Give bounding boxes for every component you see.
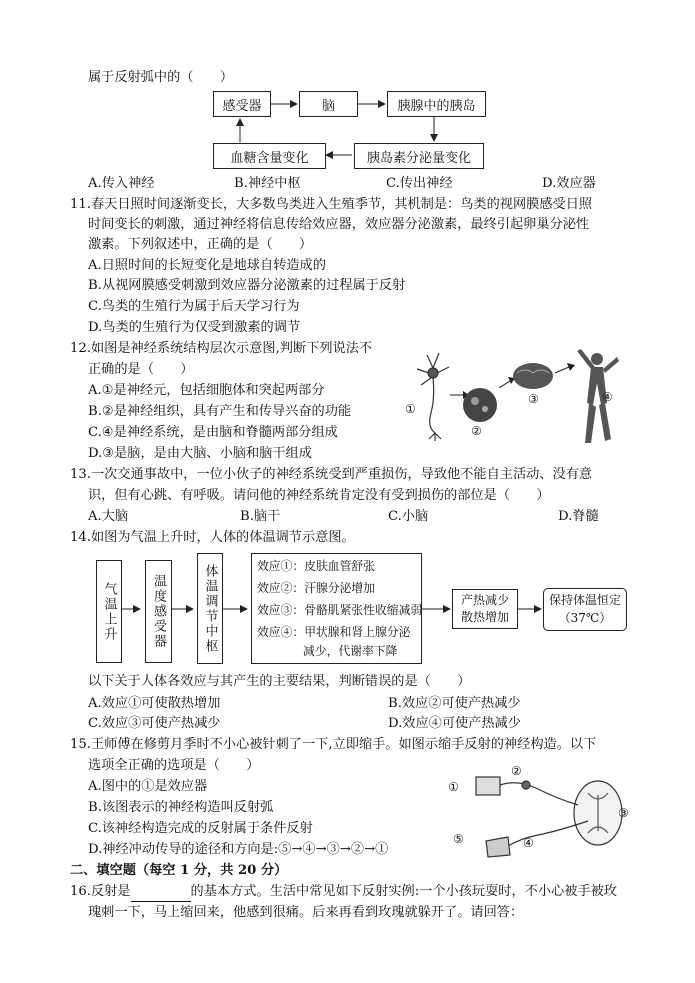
q14-option-b: B.效应②可使产热减少 [388, 696, 521, 711]
q11-option-b: B.从视网膜感受刺激到效应器分泌激素的过程属于反射 [88, 278, 406, 293]
q12-fig-label-3: ③ [528, 392, 539, 406]
q14-box-temp-rise: 气温上升 [96, 560, 122, 663]
q15-line-2: 选项全正确的选项是（ ） [88, 758, 260, 773]
q12-option-b: B.②是神经组织，具有产生和传导兴奋的功能 [88, 404, 352, 419]
q10-box-blood-sugar: 血糖含量变化 [213, 143, 326, 169]
q14-result-box [452, 589, 518, 629]
motor-nerve-icon [503, 821, 588, 849]
effector-icon [486, 837, 510, 857]
q14-effect-3: 效应③：骨骼肌紧张性收缩减弱 [257, 603, 423, 617]
q12-option-a: A.①是神经元，包括细胞体和突起两部分 [88, 383, 325, 398]
q12-fig-label-2: ② [471, 424, 482, 438]
q15-option-b: B.该图表示的神经构造叫反射弧 [88, 800, 274, 815]
q14-stem: 14.如图为气温上升时，人体的体温调节示意图。 [70, 530, 355, 545]
q11-line-1: 11.春天日照时间逐渐变长，大多数鸟类进入生殖季节，其机制是：鸟类的视网膜感受日照 [70, 197, 593, 212]
q14-question: 以下关于人体各效应与其产生的主要结果，判断错误的是（ ） [88, 674, 471, 689]
q14-option-d: D.效应④可使产热减少 [388, 716, 521, 731]
q12-fig-label-4: ④ [602, 390, 613, 404]
q13-option-c: C.小脑 [388, 509, 429, 524]
q12-line-1: 12.如图是神经系统结构层次示意图,判断下列说法不 [70, 341, 373, 356]
tissue-icon [463, 388, 497, 422]
q15-fig-label-4: ④ [523, 836, 534, 850]
q16-line-2: 瑰刺一下，马上缩回来，他感到很痛。后来再看到玫瑰就躲开了。请回答： [88, 905, 524, 920]
q14-final-box [543, 588, 627, 631]
q15-option-c: C.该神经构造完成的反射属于条件反射 [88, 821, 313, 836]
q16-post: 的基本方式。生活中常见如下反射实例:一个小孩玩耍时，不小心被手被玫 [190, 884, 617, 899]
q14-effect-1: 效应①：皮肤血管舒张 [257, 559, 375, 573]
q12-option-c: C.④是神经系统，是由脑和脊髓两部分组成 [88, 425, 338, 440]
q11-option-a: A.日照时间的长短变化是地球自转造成的 [88, 258, 326, 273]
q14-result-line-2: 散热增加 [460, 610, 509, 624]
q15-option-d: D.神经冲动传导的途径和方向是:⑤→④→③→②→① [88, 842, 389, 857]
q11-option-c: C.鸟类的生殖行为属于后天学习行为 [88, 299, 300, 314]
q16-pre: 16.反射是 [70, 884, 131, 899]
q13-line-2: 识，但有心跳、有呼吸。请问他的神经系统肯定没有受到损伤的部位是（ ） [88, 488, 550, 503]
q10-stem: 属于反射弧中的（ ） [88, 70, 234, 85]
q14-box-sensor: 温度感受器 [145, 560, 172, 663]
q16-answer-blank[interactable] [131, 887, 191, 902]
q14-effects-box [251, 553, 422, 664]
q14-option-c: C.效应③可使产热减少 [88, 716, 221, 731]
q13-option-a: A.大脑 [88, 509, 129, 524]
receptor-icon [476, 777, 500, 795]
section-fill-in-title: 二、填空题（每空 1 分，共 20 分） [70, 863, 288, 878]
nervous-system-levels-figure [405, 343, 640, 458]
q14-effect-4: 效应④：甲状腺和肾上腺分泌 [257, 625, 411, 639]
q11-option-d: D.鸟类的生殖行为仅受到激素的调节 [88, 320, 301, 335]
q10-option-c: C.传出神经 [386, 176, 453, 191]
q10-box-receptor: 感受器 [213, 91, 271, 117]
q16-line-1 [70, 882, 617, 902]
q14-final-line-2: （37℃） [558, 611, 612, 625]
q13-line-1: 13.一次交通事故中，一位小伙子的神经系统受到严重损伤，导致他不能自主活动、没有意 [70, 467, 593, 482]
q10-box-insulin: 胰岛素分泌量变化 [354, 143, 484, 169]
q14-final-line-1: 保持体温恒定 [548, 593, 621, 607]
brain-icon [513, 363, 553, 389]
q12-line-2: 正确的是（ ） [88, 362, 194, 377]
q10-option-d: D.效应器 [542, 176, 596, 191]
q11-line-3: 激素。下列叙述中，正确的是（ ） [88, 237, 313, 252]
q15-option-a: A.图中的①是效应器 [88, 779, 208, 794]
q10-option-a: A.传入神经 [88, 176, 155, 191]
q11-line-2: 时间变长的刺激，通过神经将信息传给效应器，效应器分泌激素，最终引起卵巢分泌性 [88, 217, 590, 232]
q15-fig-label-2: ② [511, 764, 522, 778]
reflex-arc-drawing [448, 765, 633, 860]
q14-option-a: A.效应①可使散热增加 [88, 696, 221, 711]
q10-box-brain: 脑 [299, 91, 358, 117]
q15-fig-label-1: ① [448, 780, 459, 794]
q14-effect-2: 效应②：汗腺分泌增加 [257, 581, 375, 595]
q15-fig-label-5: ⑤ [453, 832, 464, 846]
q14-result-line-1: 产热减少 [460, 593, 509, 607]
q12-option-d: D.③是脑，是由大脑、小脑和脑干组成 [88, 446, 312, 461]
neuron-icon [417, 353, 449, 441]
q10-option-b: B.神经中枢 [234, 176, 301, 191]
q13-option-d: D.脊髓 [558, 509, 599, 524]
reflex-arc-figure [448, 765, 633, 860]
q14-effect-4-cont: 减少，代谢率下降 [303, 644, 398, 658]
q14-box-center: 体温调节中枢 [197, 553, 223, 664]
sensory-nerve-icon [500, 783, 578, 805]
q12-fig-label-1: ① [405, 402, 416, 416]
q13-option-b: B.脑干 [240, 509, 281, 524]
q15-line-1: 15.王师傅在修剪月季时不小心被针刺了一下,立即缩手。如图示缩手反射的神经构造。以下 [70, 737, 597, 752]
q10-box-islet: 胰腺中的胰岛 [387, 91, 486, 117]
q15-fig-label-3: ③ [618, 806, 629, 820]
